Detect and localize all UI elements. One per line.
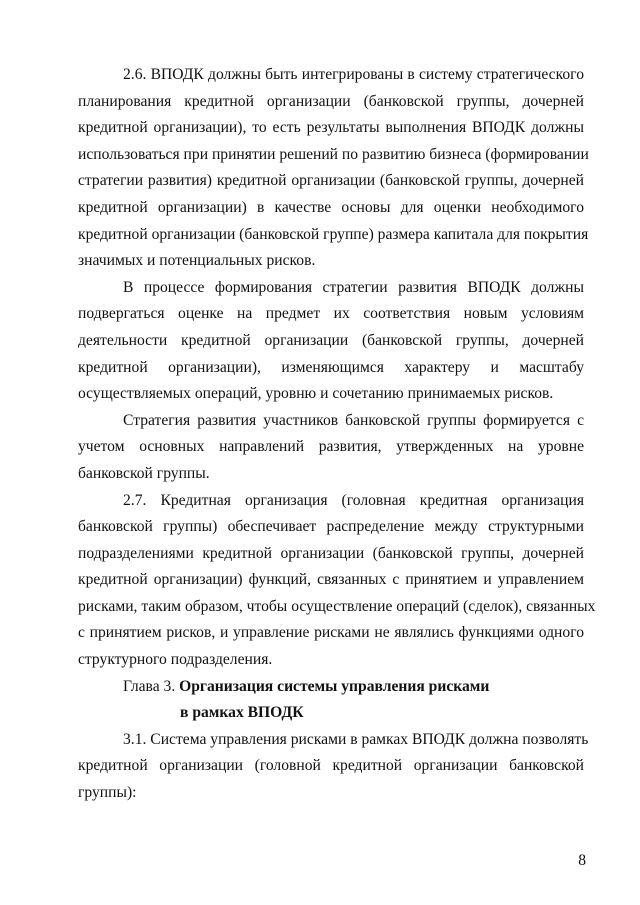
paragraph-line: стратегии развития) кредитной организации (банковской группы, дочерней [78, 172, 584, 190]
chapter-prefix: Глава 3. [123, 677, 176, 695]
paragraph-line: Стратегия развития участников банковской группы формируется с [123, 411, 584, 429]
paragraph-line: 2.6. ВПОДК должны быть интегрированы в систему стратегического [123, 66, 584, 83]
paragraph-3-1 [78, 727, 589, 807]
paragraph-line: планирования кредитной организации (банковской группы, дочерней [78, 92, 584, 110]
paragraph-line: банковской группы) обеспечивает распределение между структурными [78, 518, 584, 536]
paragraph-line: кредитной организации), изменяющимся характеру и масштабу [78, 358, 584, 376]
paragraph-line: кредитной организации (головной кредитной организации банковской [78, 757, 584, 775]
paragraph-line: кредитной организации (банковской группе) размера капитала для покрытия [78, 225, 589, 243]
paragraph-line: осуществляемых операций, уровню и сочетанию принимаемых рисков. [78, 385, 554, 403]
paragraph-2-6 [78, 62, 589, 275]
paragraph-line: учетом основных направлений развития, утвержденных на уровне [78, 438, 584, 456]
paragraph-line: рисками, таким образом, чтобы осуществление операций (сделок), связанных [78, 597, 596, 615]
paragraph-line: группы): [78, 784, 137, 802]
paragraph-group-strategy [78, 408, 584, 488]
chapter-heading-line [78, 674, 584, 701]
chapter-title-continuation: в рамках ВПОДК [180, 704, 304, 722]
paragraph-2-7 [78, 488, 596, 674]
paragraph-strategy-process [78, 275, 584, 408]
paragraph-line: с принятием рисков, и управление рисками не являлись функциями одного [78, 624, 584, 642]
paragraph-line: 3.1. Система управления рисками в рамках ВПОДК должна позволять [123, 730, 589, 748]
document-page [78, 62, 596, 807]
paragraph-line: В процессе формирования стратегии развития ВПОДК должны [123, 278, 584, 296]
paragraph-line: использоваться при принятии решений по развитию бизнеса (формировании [78, 145, 589, 163]
paragraph-line: структурного подразделения. [78, 651, 273, 669]
paragraph-line: кредитной организации) функций, связанных с принятием и управлением [78, 571, 584, 589]
chapter-title: Организация системы управления рисками [179, 677, 490, 695]
paragraph-line: кредитной организации), то есть результаты выполнения ВПОДК должны [78, 119, 584, 137]
chapter-heading [78, 674, 584, 727]
paragraph-line: банковской группы. [78, 464, 210, 482]
paragraph-line: подвергаться оценке на предмет их соответствия новым условиям [78, 305, 584, 323]
page-number: 8 [578, 852, 586, 869]
paragraph-line: деятельности кредитной организации (банковской группы, дочерней [78, 331, 584, 349]
paragraph-line: кредитной организации) в качестве основы для оценки необходимого [78, 198, 584, 216]
paragraph-line: 2.7. Кредитная организация (головная кредитная организация [123, 491, 584, 509]
paragraph-line: значимых и потенциальных рисков. [78, 252, 316, 270]
paragraph-line: подразделениями кредитной организации (банковской группы, дочерней [78, 544, 584, 562]
